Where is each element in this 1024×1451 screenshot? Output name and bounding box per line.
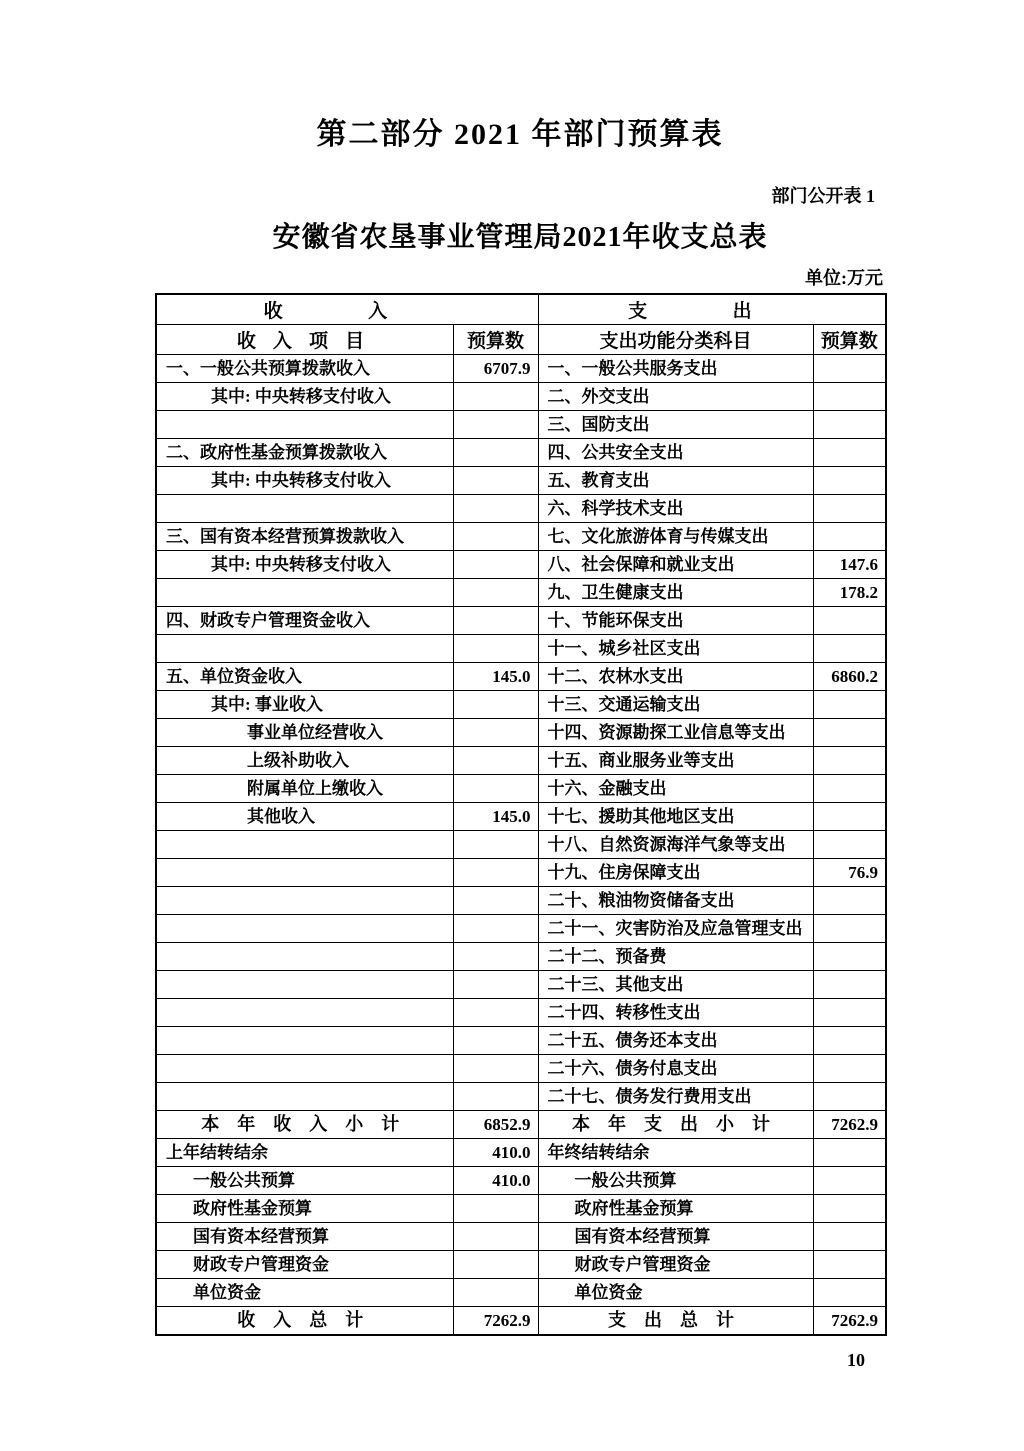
expense-item-cell: 十五、商业服务业等支出 (538, 746, 813, 774)
income-budget-cell: 410.0 (453, 1166, 538, 1194)
income-budget-cell (453, 494, 538, 522)
income-item-cell (156, 494, 453, 522)
expense-budget-cell (813, 1054, 886, 1082)
income-budget-cell (453, 1222, 538, 1250)
expense-item-cell: 二十七、债务发行费用支出 (538, 1082, 813, 1110)
expense-item-cell: 八、社会保障和就业支出 (538, 550, 813, 578)
income-item-cell: 上年结转结余 (156, 1138, 453, 1166)
expense-item-cell: 十、节能环保支出 (538, 606, 813, 634)
income-item-cell (156, 1082, 453, 1110)
income-item-cell (156, 578, 453, 606)
expense-item-cell: 五、教育支出 (538, 466, 813, 494)
expense-budget-cell (813, 382, 886, 410)
income-item-cell: 事业单位经营收入 (156, 718, 453, 746)
table-row (156, 830, 886, 858)
expense-budget-cell (813, 606, 886, 634)
table-row (156, 1166, 886, 1194)
table-row (156, 1138, 886, 1166)
income-item-cell: 本年收入小计 (156, 1110, 453, 1138)
table-row (156, 970, 886, 998)
income-budget-cell (453, 1278, 538, 1306)
table-row (156, 1026, 886, 1054)
income-item-cell (156, 1054, 453, 1082)
income-budget-cell (453, 1194, 538, 1222)
income-item-cell: 附属单位上缴收入 (156, 774, 453, 802)
expense-item-cell: 十三、交通运输支出 (538, 690, 813, 718)
income-budget-column-header: 预算数 (453, 324, 538, 354)
income-item-cell (156, 1026, 453, 1054)
income-budget-cell (453, 914, 538, 942)
expense-budget-cell (813, 1250, 886, 1278)
expense-budget-cell (813, 438, 886, 466)
income-item-cell (156, 830, 453, 858)
income-budget-cell: 145.0 (453, 802, 538, 830)
income-budget-cell (453, 1026, 538, 1054)
expense-item-cell: 二十三、其他支出 (538, 970, 813, 998)
page-number: 10 (847, 1349, 865, 1370)
income-budget-cell: 6852.9 (453, 1110, 538, 1138)
income-item-cell (156, 970, 453, 998)
expense-budget-cell (813, 466, 886, 494)
expense-budget-cell (813, 942, 886, 970)
income-item-cell: 其中: 中央转移支付收入 (156, 466, 453, 494)
income-budget-cell (453, 998, 538, 1026)
expense-item-cell: 二十四、转移性支出 (538, 998, 813, 1026)
income-budget-cell (453, 830, 538, 858)
income-budget-cell (453, 550, 538, 578)
income-item-cell (156, 914, 453, 942)
expense-item-cell: 十九、住房保障支出 (538, 858, 813, 886)
expense-item-cell: 二、外交支出 (538, 382, 813, 410)
income-item-cell: 其中: 中央转移支付收入 (156, 550, 453, 578)
expense-item-cell: 七、文化旅游体育与传媒支出 (538, 522, 813, 550)
expense-budget-cell: 147.6 (813, 550, 886, 578)
table-row (156, 606, 886, 634)
income-item-cell (156, 410, 453, 438)
income-item-cell (156, 858, 453, 886)
expense-item-cell: 二十、粮油物资储备支出 (538, 886, 813, 914)
expense-budget-cell (813, 886, 886, 914)
income-item-cell: 五、单位资金收入 (156, 662, 453, 690)
expense-item-cell: 二十一、灾害防治及应急管理支出 (538, 914, 813, 942)
income-item-cell: 其中: 中央转移支付收入 (156, 382, 453, 410)
expense-item-cell: 四、公共安全支出 (538, 438, 813, 466)
table-row (156, 998, 886, 1026)
budget-summary-table (155, 293, 887, 1336)
expense-budget-cell (813, 998, 886, 1026)
expense-budget-cell: 6860.2 (813, 662, 886, 690)
table-row (156, 774, 886, 802)
income-item-cell: 三、国有资本经营预算拨款收入 (156, 522, 453, 550)
expense-budget-cell (813, 634, 886, 662)
expense-budget-cell (813, 830, 886, 858)
table-row (156, 382, 886, 410)
expense-budget-cell (813, 1082, 886, 1110)
expense-budget-cell: 178.2 (813, 578, 886, 606)
expense-item-cell: 十八、自然资源海洋气象等支出 (538, 830, 813, 858)
expense-budget-cell (813, 718, 886, 746)
group-header-row (156, 294, 886, 324)
table-row (156, 550, 886, 578)
expense-budget-cell (813, 1026, 886, 1054)
table-row (156, 886, 886, 914)
budget-table-header (156, 294, 886, 354)
document-content (155, 0, 885, 1371)
expense-budget-cell (813, 690, 886, 718)
income-budget-cell: 145.0 (453, 662, 538, 690)
income-budget-cell (453, 606, 538, 634)
expense-item-cell: 二十六、债务付息支出 (538, 1054, 813, 1082)
income-item-cell: 一、一般公共预算拨款收入 (156, 354, 453, 382)
income-budget-cell (453, 970, 538, 998)
expense-item-cell: 十七、援助其他地区支出 (538, 802, 813, 830)
expense-budget-cell (813, 522, 886, 550)
table-row (156, 746, 886, 774)
income-budget-cell: 7262.9 (453, 1306, 538, 1335)
table-row (156, 1082, 886, 1110)
table-row (156, 634, 886, 662)
expense-budget-cell (813, 494, 886, 522)
income-budget-cell (453, 774, 538, 802)
income-budget-cell (453, 578, 538, 606)
expense-item-cell: 十四、资源勘探工业信息等支出 (538, 718, 813, 746)
table-row (156, 1110, 886, 1138)
expense-item-cell: 九、卫生健康支出 (538, 578, 813, 606)
expense-budget-cell (813, 1138, 886, 1166)
income-group-header: 收入 (156, 294, 538, 324)
income-budget-cell (453, 886, 538, 914)
income-budget-cell (453, 410, 538, 438)
table-row (156, 438, 886, 466)
income-item-cell: 其他收入 (156, 802, 453, 830)
table-row (156, 858, 886, 886)
expense-budget-cell (813, 1222, 886, 1250)
income-budget-cell (453, 1082, 538, 1110)
table-row (156, 914, 886, 942)
income-item-cell: 国有资本经营预算 (156, 1222, 453, 1250)
table-row (156, 578, 886, 606)
income-budget-cell (453, 690, 538, 718)
income-budget-cell (453, 1250, 538, 1278)
expense-item-cell: 一、一般公共服务支出 (538, 354, 813, 382)
table-row (156, 466, 886, 494)
income-item-cell: 单位资金 (156, 1278, 453, 1306)
income-budget-cell: 6707.9 (453, 354, 538, 382)
public-table-label: 部门公开表 1 (771, 186, 875, 206)
table-row (156, 690, 886, 718)
income-budget-cell: 410.0 (453, 1138, 538, 1166)
table-row (156, 1194, 886, 1222)
table-row (156, 494, 886, 522)
income-budget-cell (453, 634, 538, 662)
table-title: 安徽省农垦事业管理局2021年收支总表 (272, 222, 768, 253)
expense-budget-cell: 7262.9 (813, 1306, 886, 1335)
income-item-cell: 财政专户管理资金 (156, 1250, 453, 1278)
income-budget-cell (453, 438, 538, 466)
income-item-cell: 二、政府性基金预算拨款收入 (156, 438, 453, 466)
expense-item-cell: 政府性基金预算 (538, 1194, 813, 1222)
part-title: 第二部分 2021 年部门预算表 (316, 118, 724, 151)
income-budget-cell (453, 718, 538, 746)
expense-budget-cell (813, 914, 886, 942)
expense-item-cell: 二十二、预备费 (538, 942, 813, 970)
table-row (156, 802, 886, 830)
income-item-cell: 一般公共预算 (156, 1166, 453, 1194)
expense-budget-cell (813, 1166, 886, 1194)
income-item-cell (156, 998, 453, 1026)
expense-item-cell: 国有资本经营预算 (538, 1222, 813, 1250)
expense-item-cell: 十六、金融支出 (538, 774, 813, 802)
income-budget-cell (453, 746, 538, 774)
expense-item-cell: 本年支出小计 (538, 1110, 813, 1138)
income-item-cell (156, 886, 453, 914)
table-row (156, 718, 886, 746)
expense-budget-cell: 76.9 (813, 858, 886, 886)
expense-budget-cell (813, 774, 886, 802)
table-row (156, 1054, 886, 1082)
expense-budget-cell (813, 802, 886, 830)
expense-budget-cell (813, 970, 886, 998)
income-item-cell: 政府性基金预算 (156, 1194, 453, 1222)
expense-item-cell: 三、国防支出 (538, 410, 813, 438)
expense-budget-cell (813, 410, 886, 438)
expense-item-cell: 十一、城乡社区支出 (538, 634, 813, 662)
expense-item-cell: 一般公共预算 (538, 1166, 813, 1194)
expense-item-cell: 六、科学技术支出 (538, 494, 813, 522)
expense-budget-cell (813, 746, 886, 774)
expense-item-cell: 年终结转结余 (538, 1138, 813, 1166)
expense-budget-cell (813, 354, 886, 382)
income-budget-cell (453, 466, 538, 494)
column-header-row (156, 324, 886, 354)
table-row (156, 522, 886, 550)
table-row (156, 942, 886, 970)
income-budget-cell (453, 858, 538, 886)
expense-budget-cell (813, 1278, 886, 1306)
expense-item-cell: 支出总计 (538, 1306, 813, 1335)
table-row (156, 1222, 886, 1250)
expense-item-cell: 财政专户管理资金 (538, 1250, 813, 1278)
expense-item-cell: 二十五、债务还本支出 (538, 1026, 813, 1054)
table-row (156, 410, 886, 438)
table-row (156, 662, 886, 690)
table-row (156, 1250, 886, 1278)
expense-item-column-header: 支出功能分类科目 (538, 324, 813, 354)
unit-note: 单位:万元 (805, 268, 883, 288)
expense-item-cell: 十二、农林水支出 (538, 662, 813, 690)
income-item-cell: 其中: 事业收入 (156, 690, 453, 718)
expense-item-cell: 单位资金 (538, 1278, 813, 1306)
income-budget-cell (453, 382, 538, 410)
income-item-cell (156, 942, 453, 970)
table-row (156, 1306, 886, 1335)
income-item-column-header: 收入项目 (156, 324, 453, 354)
income-item-cell: 四、财政专户管理资金收入 (156, 606, 453, 634)
expense-budget-cell (813, 1194, 886, 1222)
budget-table-body (156, 354, 886, 1335)
income-item-cell (156, 634, 453, 662)
expense-budget-column-header: 预算数 (813, 324, 886, 354)
income-budget-cell (453, 1054, 538, 1082)
income-budget-cell (453, 942, 538, 970)
income-budget-cell (453, 522, 538, 550)
table-row (156, 354, 886, 382)
expense-budget-cell: 7262.9 (813, 1110, 886, 1138)
income-item-cell: 收入总计 (156, 1306, 453, 1335)
expense-group-header: 支出 (538, 294, 886, 324)
table-row (156, 1278, 886, 1306)
income-item-cell: 上级补助收入 (156, 746, 453, 774)
